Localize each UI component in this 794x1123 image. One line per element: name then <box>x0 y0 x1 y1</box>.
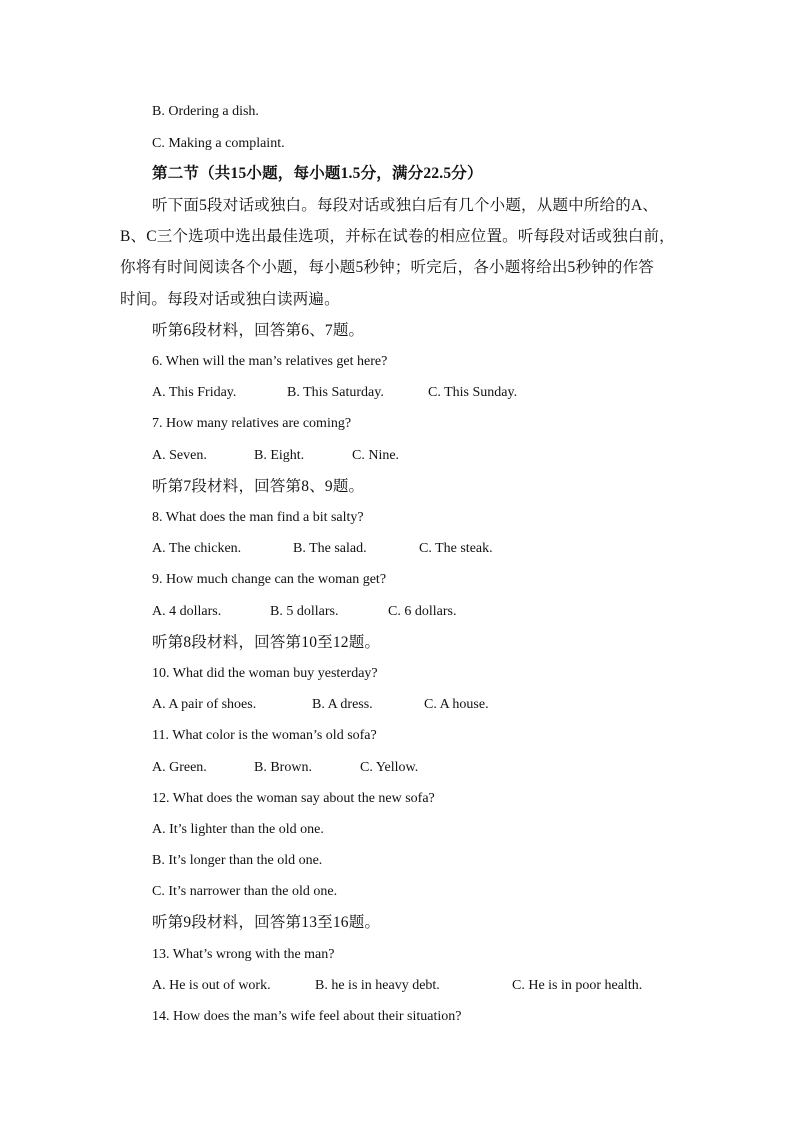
options-q11 <box>152 758 472 778</box>
material-7-heading: 听第7段材料，回答第8、9题。 <box>152 478 365 495</box>
options-q9 <box>152 602 512 622</box>
option-a-q12: A. It’s lighter than the old one. <box>152 822 324 837</box>
option-b: B. he is in heavy debt. <box>315 978 440 993</box>
options-q8 <box>152 539 552 559</box>
instructions-line-1: 听下面5段对话或独白。每段对话或独白后有几个小题，从题中所给的A、 <box>152 197 659 214</box>
option-c: C. This Sunday. <box>428 385 518 400</box>
option-a: A. This Friday. <box>152 385 237 400</box>
option-c: C. He is in poor health. <box>512 978 643 993</box>
section-heading: 第二节（共15小题，每小题1.5分，满分22.5分） <box>152 165 483 182</box>
option-b-q5: B. Ordering a dish. <box>152 104 259 119</box>
question-7: 7. How many relatives are coming? <box>152 416 352 431</box>
options-q10 <box>152 695 552 715</box>
option-b: B. Brown. <box>254 760 312 775</box>
option-c: C. 6 dollars. <box>388 604 457 619</box>
instructions-line-3: 你将有时间阅读各个小题，每小题5秒钟；听完后，各小题将给出5秒钟的作答 <box>120 259 655 276</box>
question-14: 14. How does the man’s wife feel about their situation? <box>152 1009 462 1024</box>
option-b: B. Eight. <box>254 448 305 463</box>
option-a: A. A pair of shoes. <box>152 697 257 712</box>
option-b: B. This Saturday. <box>287 385 384 400</box>
instructions-line-4: 时间。每段对话或独白读两遍。 <box>120 291 340 308</box>
option-a: A. He is out of work. <box>152 978 271 993</box>
option-b: B. A dress. <box>312 697 373 712</box>
option-c: C. Nine. <box>352 448 400 463</box>
material-9-heading: 听第9段材料，回答第13至16题。 <box>152 914 381 931</box>
instructions-line-2: B、C三个选项中选出最佳选项，并标在试卷的相应位置。听每段对话或独白前， <box>120 228 675 245</box>
option-b: B. The salad. <box>293 541 367 556</box>
option-a: A. The chicken. <box>152 541 242 556</box>
option-a: A. Seven. <box>152 448 207 463</box>
option-c: C. A house. <box>424 697 489 712</box>
option-b-q12: B. It’s longer than the old one. <box>152 853 323 868</box>
question-10: 10. What did the woman buy yesterday? <box>152 666 378 681</box>
options-q6 <box>152 383 572 403</box>
option-c: C. Yellow. <box>360 760 419 775</box>
option-a: A. Green. <box>152 760 207 775</box>
option-b: B. 5 dollars. <box>270 604 339 619</box>
options-q7 <box>152 446 452 466</box>
question-9: 9. How much change can the woman get? <box>152 572 387 587</box>
material-6-heading: 听第6段材料，回答第6、7题。 <box>152 322 365 339</box>
question-8: 8. What does the man find a bit salty? <box>152 510 364 525</box>
option-c-q5: C. Making a complaint. <box>152 136 285 151</box>
question-11: 11. What color is the woman’s old sofa? <box>152 728 377 743</box>
question-12: 12. What does the woman say about the new sofa? <box>152 791 435 806</box>
option-c: C. The steak. <box>419 541 493 556</box>
option-a: A. 4 dollars. <box>152 604 222 619</box>
options-q13 <box>152 976 672 996</box>
question-13: 13. What’s wrong with the man? <box>152 947 335 962</box>
question-6: 6. When will the man’s relatives get here? <box>152 354 388 369</box>
option-c-q12: C. It’s narrower than the old one. <box>152 884 338 899</box>
material-8-heading: 听第8段材料，回答第10至12题。 <box>152 634 381 651</box>
